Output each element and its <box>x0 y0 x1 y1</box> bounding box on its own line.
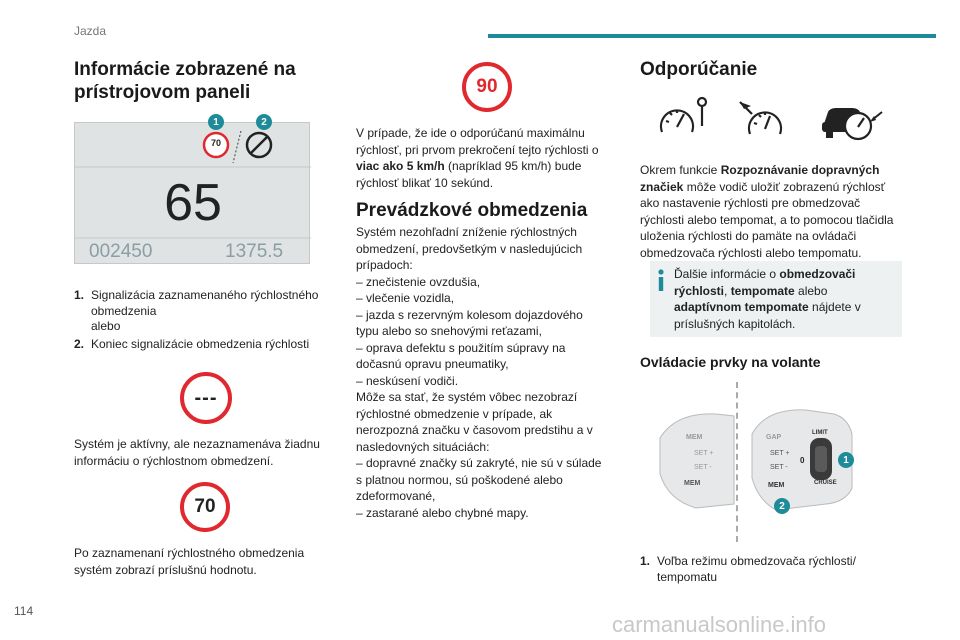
lever-callout-2: 2 <box>774 498 790 514</box>
col2-para2: Systém nezohľadní zníženie rýchlostných obmedzení, predovšetkým v nasledujúcich prípadoch: – znečistenie ovzdušia, – vlečenie vozidla, – jazda s rezervným kolesom dojazdového typu alebo so snehovými reťazami, – oprava defektu s použitím súpravy na dočasnú opravu pneumatiky, – neskúsení vodiči. Môže sa stať, že systém vôbec nezobrazí rýchlostné obmedzenie v prípade, ak nerozpozná značku v časovom predstihu a v nasledovných situáciách: – dopravné značky sú zakryté, nie sú v súlade s platnou normou, sú poškodené alebo zdeformované, – zastarané alebo chybné mapy. <box>356 225 602 520</box>
header-accent-bar <box>488 34 936 38</box>
watermark: carmanualsonline.info <box>612 612 827 637</box>
list-item: 1. Voľba režimu obmedzovača rýchlosti/ tempomatu <box>640 554 856 584</box>
callout-1: 1 <box>208 114 224 130</box>
col1-para2: Po zaznamenaní rýchlostného obmedzenia systém zobrazí príslušnú hodnotu. <box>74 546 305 577</box>
col3-list <box>640 554 904 587</box>
col2-title: Prevádzkové obmedzenia <box>356 200 588 221</box>
no-limit-sign: --- <box>180 372 232 424</box>
col3-para: Okrem funkcie Rozpoznávanie dopravných značiek môže vodič uložiť zobrazenú rýchlosť ako nastavenie rýchlosti pre obmedzovač rýchlosti alebo tempomat, a to pomocou tlačidla uloženia rýchlosti do pamäte na ovládači obmedzovača rýchlosti alebo tempomatu. <box>640 163 894 260</box>
page-number: 114 <box>14 604 34 618</box>
list-item: 1. Signalizácia zaznamenaného rýchlostného obmedzenia alebo <box>74 288 319 333</box>
info-icon <box>656 269 666 291</box>
col1-title: Informácie zobrazené na prístrojovom paneli <box>74 59 296 103</box>
col1-list <box>74 288 324 354</box>
info-box <box>650 261 902 337</box>
col2-para1: V prípade, že ide o odporúčanú maximálnu rýchlosť, pri prvom prekročení tejto rýchlosti o viac ako 5 km/h (napríklad 95 km/h) bude rýchlosť blikať 10 sekúnd. <box>356 126 599 190</box>
panel-trip: 1375.5 <box>225 241 284 262</box>
info-text: Ďalšie informácie o obmedzovači rýchlosti, tempomate alebo adaptívnom tempomate nájdete v príslušných kapitolách. <box>674 267 861 331</box>
col3-subtitle: Ovládacie prvky na volante <box>640 354 821 370</box>
panel-odometer: 002450 <box>89 241 153 262</box>
callout-2: 2 <box>256 114 272 130</box>
list-item: 2. Koniec signalizácie obmedzenia rýchlosti <box>74 336 310 351</box>
panel-speed: 65 <box>164 174 222 232</box>
col3-title: Odporúčanie <box>640 59 758 80</box>
recommendation-icons <box>656 94 906 144</box>
lever-callout-1: 1 <box>838 452 854 468</box>
gauge-icons-graphic <box>656 94 906 144</box>
steering-controls-illustration: MEM SET + SET - MEM GAP SET + SET - MEM LIMIT CRUISE 0 1 2 <box>656 404 906 516</box>
col1-para1: Systém je aktívny, ale nezaznamenáva žiadnu informáciu o rýchlostnom obmedzení. <box>74 437 320 468</box>
speed-sign-90: 90 <box>462 62 512 112</box>
section-label: Jazda <box>74 24 107 38</box>
speed-sign-70: 70 <box>180 482 230 532</box>
instrument-panel-illustration <box>74 122 310 264</box>
panel-sign-value: 70 <box>210 138 221 148</box>
